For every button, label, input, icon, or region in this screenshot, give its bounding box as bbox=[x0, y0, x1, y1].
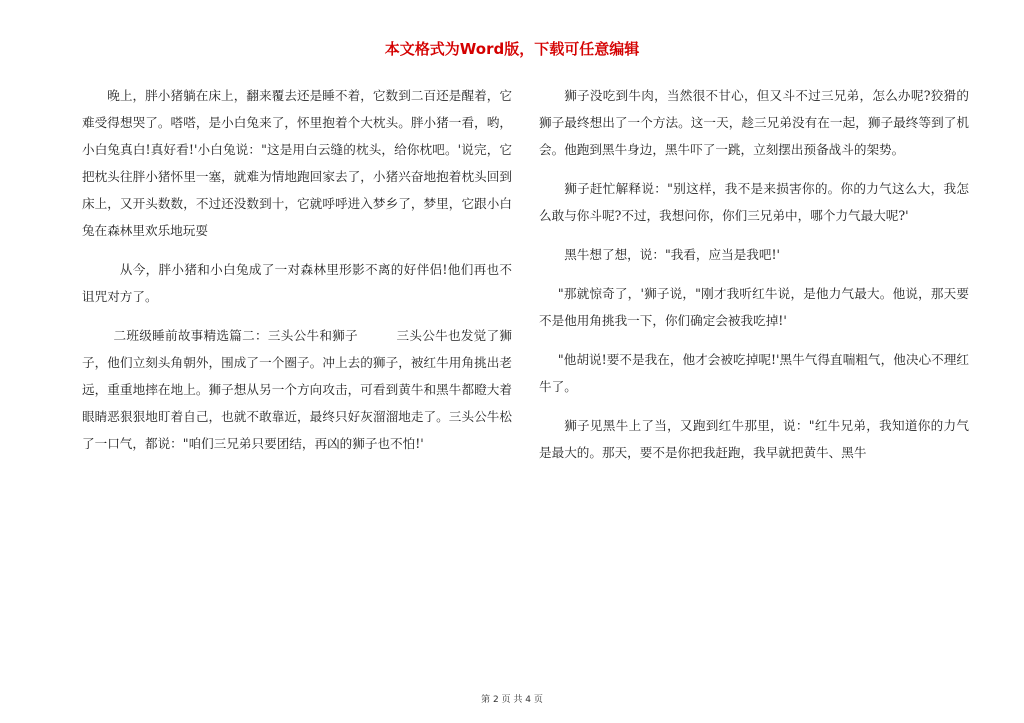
paragraph: 狮子没吃到牛肉，当然很不甘心，但又斗不过三兄弟，怎么办呢?狡猾的狮子最终想出了一个方法。这一天，趁三兄弟没有在一起，狮子最终等到了机会。他跑到黑牛身边，黑牛吓了一跳，立刻摆出预备战斗的架势。 bbox=[539, 88, 969, 157]
paragraph: "他胡说!要不是我在，他才会被吃掉呢!'黑牛气得直喘粗气，他决心不理红牛了。 bbox=[539, 352, 969, 394]
page-number: 第 2 页 共 4 页 bbox=[481, 695, 543, 705]
watermark-banner: 本文格式为Word版，下载可任意编辑 bbox=[384, 40, 640, 58]
right-column bbox=[539, 82, 969, 478]
paragraph: 狮子见黑牛上了当，又跑到红牛那里，说："红牛兄弟，我知道你的力气是最大的。那天，要不是你把我赶跑，我早就把黄牛、黑牛 bbox=[539, 418, 969, 460]
paragraph: 从今，胖小猪和小白兔成了一对森林里形影不离的好伴侣!他们再也不诅咒对方了。 bbox=[82, 262, 512, 304]
paragraph: 晚上，胖小猪躺在床上，翻来覆去还是睡不着，它数到二百还是醒着，它难受得想哭了。嗒嗒，是小白兔来了，怀里抱着个大枕头。胖小猪一看，哟，小白兔真白!真好看!'小白兔说："这是用白云缝的枕头，给你枕吧。'说完，它把枕头往胖小猪怀里一塞，就难为情地跑回家去了，小猪兴奋地抱着枕头回到床上，又开头数数，不过还没数到十，它就呼呼进入梦乡了，梦里，它跟小白兔在森林里欢乐地玩耍 bbox=[82, 88, 512, 238]
paragraph: 二班级睡前故事精选篇二：三头公牛和狮子 三头公牛也发觉了狮子，他们立刻头角朝外，围成了一个圈子。冲上去的狮子，被红牛用角挑出老远，重重地摔在地上。狮子想从另一个方向攻击，可看到黄牛和黑牛都瞪大着眼睛恶狠狠地盯着自己，也就不敢靠近，最终只好灰溜溜地走了。三头公牛松了一口气，都说："咱们三兄弟只要团结，再凶的狮子也不怕!' bbox=[82, 328, 512, 451]
paragraph: 黑牛想了想，说："我看，应当是我吧!' bbox=[564, 247, 781, 262]
paragraph: 狮子赶忙解释说："别这样，我不是来损害你的。你的力气这么大，我怎么敢与你斗呢?不过，我想问你，你们三兄弟中，哪个力气最大呢?' bbox=[539, 181, 969, 223]
paragraph: "那就惊奇了，'狮子说，"刚才我听红牛说，是他力气最大。他说，那天要不是他用角挑我一下，你们确定会被我吃掉!' bbox=[539, 286, 969, 328]
left-column bbox=[82, 82, 512, 469]
